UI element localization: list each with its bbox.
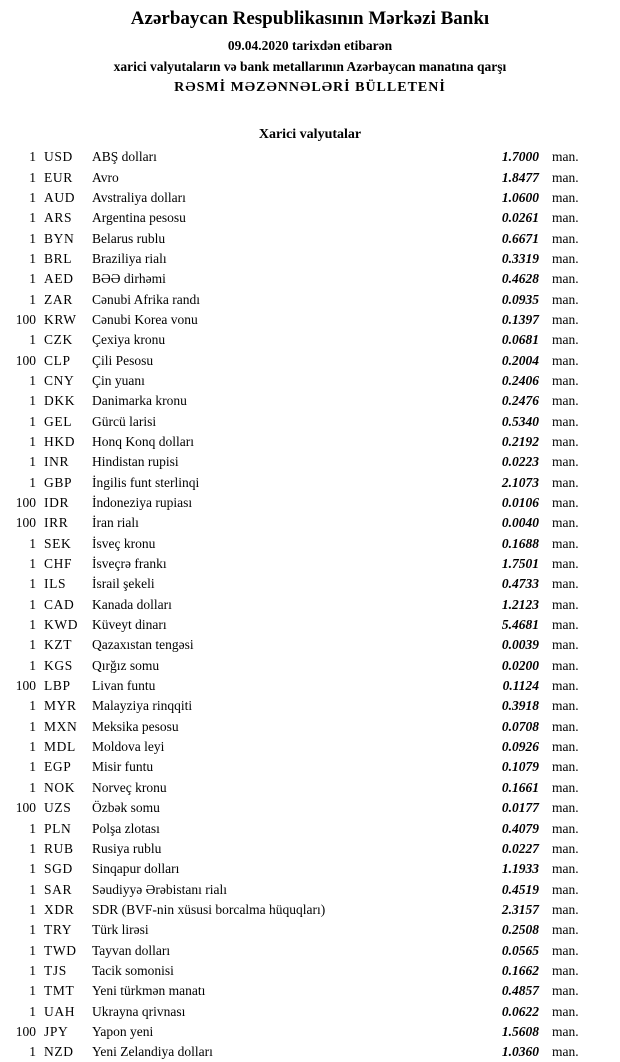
row-currency-name: Polşa zlotası: [92, 820, 160, 836]
row-rate: 1.0600: [501, 189, 539, 205]
row-quantity: 1: [29, 576, 36, 592]
row-rate: 0.0200: [501, 657, 539, 673]
row-unit-label: man.: [552, 189, 579, 205]
row-quantity: 1: [29, 698, 36, 714]
row-unit-label: man.: [552, 739, 579, 755]
row-unit-label: man.: [552, 1023, 579, 1039]
row-unit-label: man.: [552, 840, 579, 856]
row-unit-label: man.: [552, 1003, 579, 1019]
table-row: [10, 879, 585, 899]
row-currency-code: ILS: [44, 576, 67, 592]
row-quantity: 100: [15, 800, 36, 816]
row-currency-code: CNY: [44, 372, 75, 388]
page-title: Azərbaycan Respublikasının Mərkəzi Bankı: [130, 8, 490, 29]
row-rate: 0.4733: [501, 576, 539, 592]
row-currency-name: ABŞ dolları: [92, 149, 157, 165]
row-unit-label: man.: [552, 149, 579, 165]
table-row: [10, 473, 585, 493]
row-rate: 1.7501: [501, 556, 539, 572]
row-rate: 0.0681: [501, 332, 539, 348]
row-quantity: 100: [15, 311, 36, 327]
row-currency-code: KGS: [44, 657, 73, 673]
row-currency-code: TMT: [44, 983, 75, 999]
row-currency-code: KRW: [44, 311, 77, 327]
row-rate: 1.8477: [501, 169, 539, 185]
row-unit-label: man.: [552, 311, 579, 327]
table-row: [10, 391, 585, 411]
row-unit-label: man.: [552, 881, 579, 897]
row-quantity: 1: [29, 556, 36, 572]
row-currency-name: Küveyt dinarı: [92, 617, 167, 633]
row-currency-code: IDR: [44, 495, 70, 511]
row-unit-label: man.: [552, 352, 579, 368]
row-currency-code: TRY: [44, 922, 73, 938]
row-currency-name: Gürcü larisi: [92, 413, 157, 429]
row-quantity: 1: [29, 393, 36, 409]
rates-table: [0, 147, 620, 1062]
row-currency-name: Çexiya kronu: [92, 332, 166, 348]
row-currency-code: GBP: [44, 474, 73, 490]
table-row: [10, 595, 585, 615]
row-quantity: 100: [15, 495, 36, 511]
row-quantity: 100: [15, 352, 36, 368]
row-quantity: 1: [29, 535, 36, 551]
row-currency-code: ARS: [44, 210, 73, 226]
row-quantity: 1: [29, 1003, 36, 1019]
table-row: [10, 167, 585, 187]
row-quantity: 1: [29, 861, 36, 877]
row-unit-label: man.: [552, 698, 579, 714]
row-currency-code: BYN: [44, 230, 75, 246]
row-unit-label: man.: [552, 291, 579, 307]
row-currency-code: MDL: [44, 739, 76, 755]
row-quantity: 1: [29, 617, 36, 633]
row-quantity: 1: [29, 901, 36, 917]
section-title-foreign-currencies: Xarici valyutalar: [258, 127, 362, 142]
row-unit-label: man.: [552, 678, 579, 694]
row-rate: 5.4681: [501, 617, 539, 633]
row-rate: 0.3918: [501, 698, 539, 714]
row-currency-code: BRL: [44, 250, 73, 266]
row-currency-name: Yeni Zelandiya dolları: [92, 1044, 213, 1060]
table-row: [10, 452, 585, 472]
row-quantity: 1: [29, 942, 36, 958]
table-row: [10, 920, 585, 940]
row-quantity: 1: [29, 271, 36, 287]
row-quantity: 1: [29, 332, 36, 348]
row-currency-code: UAH: [44, 1003, 76, 1019]
row-currency-name: İsveç kronu: [92, 535, 156, 551]
row-rate: 0.1662: [501, 962, 539, 978]
row-quantity: 100: [15, 678, 36, 694]
row-quantity: 1: [29, 230, 36, 246]
table-row: [10, 208, 585, 228]
table-row: [10, 961, 585, 981]
row-currency-name: Moldova leyi: [92, 739, 165, 755]
row-currency-code: NZD: [44, 1044, 74, 1060]
row-currency-code: TJS: [44, 962, 67, 978]
table-row: [10, 737, 585, 757]
table-row: [10, 574, 585, 594]
row-unit-label: man.: [552, 210, 579, 226]
row-currency-name: Çin yuanı: [92, 372, 145, 388]
row-unit-label: man.: [552, 617, 579, 633]
row-currency-name: Avstraliya dolları: [92, 189, 186, 205]
row-currency-code: SGD: [44, 861, 73, 877]
row-rate: 0.4519: [501, 881, 539, 897]
row-currency-code: CZK: [44, 332, 73, 348]
row-quantity: 1: [29, 881, 36, 897]
row-rate: 0.2476: [501, 393, 539, 409]
row-unit-label: man.: [552, 393, 579, 409]
row-rate: 0.2508: [501, 922, 539, 938]
row-unit-label: man.: [552, 332, 579, 348]
row-quantity: 100: [15, 515, 36, 531]
row-unit-label: man.: [552, 718, 579, 734]
effective-date-line: 09.04.2020 tarixdən etibarən: [227, 38, 393, 53]
row-quantity: 1: [29, 983, 36, 999]
row-quantity: 1: [29, 433, 36, 449]
row-currency-name: Səudiyyə Ərəbistanı rialı: [92, 881, 227, 897]
row-rate: 0.1688: [501, 535, 539, 551]
row-unit-label: man.: [552, 942, 579, 958]
row-unit-label: man.: [552, 372, 579, 388]
row-quantity: 1: [29, 759, 36, 775]
row-rate: 0.0039: [501, 637, 539, 653]
row-currency-name: SDR (BVF-nin xüsusi borcalma hüquqları): [92, 901, 326, 917]
row-currency-name: Qırğız somu: [92, 657, 160, 673]
row-rate: 0.0040: [501, 515, 539, 531]
row-currency-code: AED: [44, 271, 74, 287]
row-unit-label: man.: [552, 169, 579, 185]
table-row: [10, 717, 585, 737]
table-row: [10, 615, 585, 635]
table-row: [10, 696, 585, 716]
row-quantity: 100: [15, 1023, 36, 1039]
row-currency-name: Avro: [92, 169, 119, 185]
table-row: [10, 249, 585, 269]
row-unit-label: man.: [552, 230, 579, 246]
row-currency-name: Cənubi Korea vonu: [92, 311, 198, 327]
table-row: [10, 534, 585, 554]
row-currency-name: Sinqapur dolları: [92, 861, 180, 877]
row-unit-label: man.: [552, 1044, 579, 1060]
table-row: [10, 981, 585, 1001]
row-unit-label: man.: [552, 596, 579, 612]
row-rate: 0.1079: [501, 759, 539, 775]
table-row: [10, 310, 585, 330]
row-currency-code: AUD: [44, 189, 76, 205]
row-rate: 0.0106: [501, 495, 539, 511]
subtitle-line: xarici valyutaların və bank metallarının Azərbaycan manatına qarşı: [113, 59, 507, 74]
table-row: [10, 1001, 585, 1021]
row-rate: 0.2004: [501, 352, 539, 368]
row-currency-code: XDR: [44, 901, 75, 917]
row-rate: 0.4857: [501, 983, 539, 999]
row-quantity: 1: [29, 169, 36, 185]
row-rate: 0.2406: [501, 372, 539, 388]
row-unit-label: man.: [552, 515, 579, 531]
table-row: [10, 371, 585, 391]
row-quantity: 1: [29, 820, 36, 836]
row-rate: 1.1933: [501, 861, 539, 877]
row-unit-label: man.: [552, 779, 579, 795]
row-currency-code: SAR: [44, 881, 73, 897]
row-unit-label: man.: [552, 495, 579, 511]
row-rate: 1.5608: [501, 1023, 539, 1039]
row-rate: 1.0360: [501, 1044, 539, 1060]
row-currency-code: CLP: [44, 352, 71, 368]
row-currency-code: ZAR: [44, 291, 73, 307]
table-row: [10, 859, 585, 879]
row-quantity: 1: [29, 474, 36, 490]
row-currency-name: İngilis funt sterlinqi: [92, 474, 200, 490]
row-unit-label: man.: [552, 983, 579, 999]
table-row: [10, 228, 585, 248]
row-currency-code: SEK: [44, 535, 72, 551]
row-currency-code: KWD: [44, 617, 79, 633]
row-currency-name: Türk lirəsi: [92, 922, 149, 938]
row-unit-label: man.: [552, 861, 579, 877]
row-rate: 0.2192: [501, 433, 539, 449]
row-currency-name: İran rialı: [92, 515, 139, 531]
row-quantity: 1: [29, 962, 36, 978]
table-row: [10, 676, 585, 696]
table-row: [10, 1042, 585, 1062]
row-unit-label: man.: [552, 433, 579, 449]
row-currency-name: Özbək somu: [92, 800, 160, 816]
row-currency-name: Qazaxıstan tengəsi: [92, 637, 194, 653]
row-currency-code: TWD: [44, 942, 77, 958]
table-row: [10, 900, 585, 920]
table-row: [10, 269, 585, 289]
row-unit-label: man.: [552, 637, 579, 653]
row-rate: 0.0227: [501, 840, 539, 856]
row-currency-code: GEL: [44, 413, 73, 429]
row-currency-name: Norveç kronu: [92, 779, 167, 795]
table-row: [10, 289, 585, 309]
row-currency-code: EUR: [44, 169, 73, 185]
row-rate: 0.0261: [501, 210, 539, 226]
row-currency-code: NOK: [44, 779, 76, 795]
row-currency-name: İndoneziya rupiası: [92, 495, 193, 511]
bulletin-title: RƏSMİ MƏZƏNNƏLƏRİ BÜLLETENİ: [174, 80, 446, 95]
row-unit-label: man.: [552, 759, 579, 775]
row-rate: 0.1124: [502, 678, 539, 694]
row-rate: 0.6671: [501, 230, 539, 246]
row-unit-label: man.: [552, 556, 579, 572]
row-rate: 0.1397: [501, 311, 539, 327]
row-currency-code: INR: [44, 454, 70, 470]
row-currency-code: UZS: [44, 800, 72, 816]
row-currency-name: Cənubi Afrika randı: [92, 291, 200, 307]
row-unit-label: man.: [552, 413, 579, 429]
row-quantity: 1: [29, 372, 36, 388]
table-row: [10, 656, 585, 676]
row-rate: 2.3157: [501, 901, 539, 917]
row-unit-label: man.: [552, 474, 579, 490]
table-row: [10, 330, 585, 350]
row-currency-code: KZT: [44, 637, 73, 653]
row-currency-name: BƏƏ dirhəmi: [92, 271, 166, 287]
row-unit-label: man.: [552, 250, 579, 266]
row-currency-code: EGP: [44, 759, 72, 775]
table-row: [10, 778, 585, 798]
row-quantity: 1: [29, 657, 36, 673]
row-currency-name: Misir funtu: [92, 759, 154, 775]
row-unit-label: man.: [552, 820, 579, 836]
row-currency-name: Ukrayna qrivnası: [92, 1003, 186, 1019]
row-rate: 0.0622: [501, 1003, 539, 1019]
table-row: [10, 411, 585, 431]
row-quantity: 1: [29, 454, 36, 470]
row-rate: 0.0565: [501, 942, 539, 958]
table-row: [10, 513, 585, 533]
table-row: [10, 147, 585, 167]
row-unit-label: man.: [552, 576, 579, 592]
table-row: [10, 940, 585, 960]
row-quantity: 1: [29, 922, 36, 938]
table-row: [10, 350, 585, 370]
row-currency-code: MYR: [44, 698, 77, 714]
row-rate: 0.0926: [501, 739, 539, 755]
row-currency-code: MXN: [44, 718, 78, 734]
row-currency-name: Tayvan dolları: [92, 942, 171, 958]
table-row: [10, 493, 585, 513]
row-currency-name: Kanada dolları: [92, 596, 172, 612]
row-rate: 0.0223: [501, 454, 539, 470]
row-quantity: 1: [29, 840, 36, 856]
row-currency-name: Braziliya rialı: [92, 250, 167, 266]
row-currency-code: DKK: [44, 393, 76, 409]
table-row: [10, 1022, 585, 1042]
row-currency-code: CAD: [44, 596, 75, 612]
row-quantity: 1: [29, 718, 36, 734]
table-row: [10, 432, 585, 452]
row-unit-label: man.: [552, 657, 579, 673]
row-rate: 0.4079: [501, 820, 539, 836]
row-rate: 0.3319: [501, 250, 539, 266]
table-row: [10, 554, 585, 574]
table-row: [10, 798, 585, 818]
row-quantity: 1: [29, 739, 36, 755]
row-quantity: 1: [29, 189, 36, 205]
row-currency-name: Honq Konq dolları: [92, 433, 194, 449]
row-rate: 1.2123: [501, 596, 539, 612]
row-currency-name: Argentina pesosu: [92, 210, 186, 226]
row-currency-name: Livan funtu: [92, 678, 156, 694]
row-quantity: 1: [29, 291, 36, 307]
table-row: [10, 818, 585, 838]
row-rate: 1.7000: [501, 149, 539, 165]
row-quantity: 1: [29, 596, 36, 612]
row-unit-label: man.: [552, 454, 579, 470]
table-row: [10, 188, 585, 208]
row-currency-code: RUB: [44, 840, 74, 856]
row-currency-name: Yeni türkmən manatı: [92, 983, 206, 999]
row-currency-name: Rusiya rublu: [92, 840, 162, 856]
row-currency-name: Çili Pesosu: [92, 352, 154, 368]
row-currency-name: Danimarka kronu: [92, 393, 187, 409]
row-currency-name: İsrail şekeli: [92, 576, 155, 592]
row-quantity: 1: [29, 1044, 36, 1060]
row-unit-label: man.: [552, 922, 579, 938]
table-row: [10, 839, 585, 859]
row-quantity: 1: [29, 210, 36, 226]
table-row: [10, 757, 585, 777]
row-unit-label: man.: [552, 800, 579, 816]
row-currency-code: HKD: [44, 433, 76, 449]
row-currency-name: Hindistan rupisi: [92, 454, 179, 470]
row-quantity: 1: [29, 637, 36, 653]
row-unit-label: man.: [552, 901, 579, 917]
row-currency-code: PLN: [44, 820, 72, 836]
row-unit-label: man.: [552, 962, 579, 978]
row-currency-name: İsveçrə frankı: [92, 556, 167, 572]
row-currency-code: LBP: [44, 678, 71, 694]
row-currency-name: Meksika pesosu: [92, 718, 179, 734]
row-rate: 0.0177: [501, 800, 539, 816]
row-rate: 0.0935: [501, 291, 539, 307]
row-quantity: 1: [29, 250, 36, 266]
row-currency-code: JPY: [44, 1023, 69, 1039]
row-currency-code: IRR: [44, 515, 69, 531]
row-quantity: 1: [29, 779, 36, 795]
row-currency-code: CHF: [44, 556, 73, 572]
row-currency-name: Belarus rublu: [92, 230, 166, 246]
row-currency-code: USD: [44, 149, 73, 165]
row-rate: 0.4628: [501, 271, 539, 287]
row-unit-label: man.: [552, 271, 579, 287]
row-quantity: 1: [29, 413, 36, 429]
row-currency-name: Malayziya rinqqiti: [92, 698, 193, 714]
row-currency-name: Tacik somonisi: [92, 962, 174, 978]
table-row: [10, 635, 585, 655]
row-quantity: 1: [29, 149, 36, 165]
row-rate: 0.1661: [501, 779, 539, 795]
row-currency-name: Yapon yeni: [92, 1023, 154, 1039]
row-rate: 0.5340: [501, 413, 539, 429]
row-rate: 0.0708: [501, 718, 539, 734]
row-unit-label: man.: [552, 535, 579, 551]
row-rate: 2.1073: [501, 474, 539, 490]
